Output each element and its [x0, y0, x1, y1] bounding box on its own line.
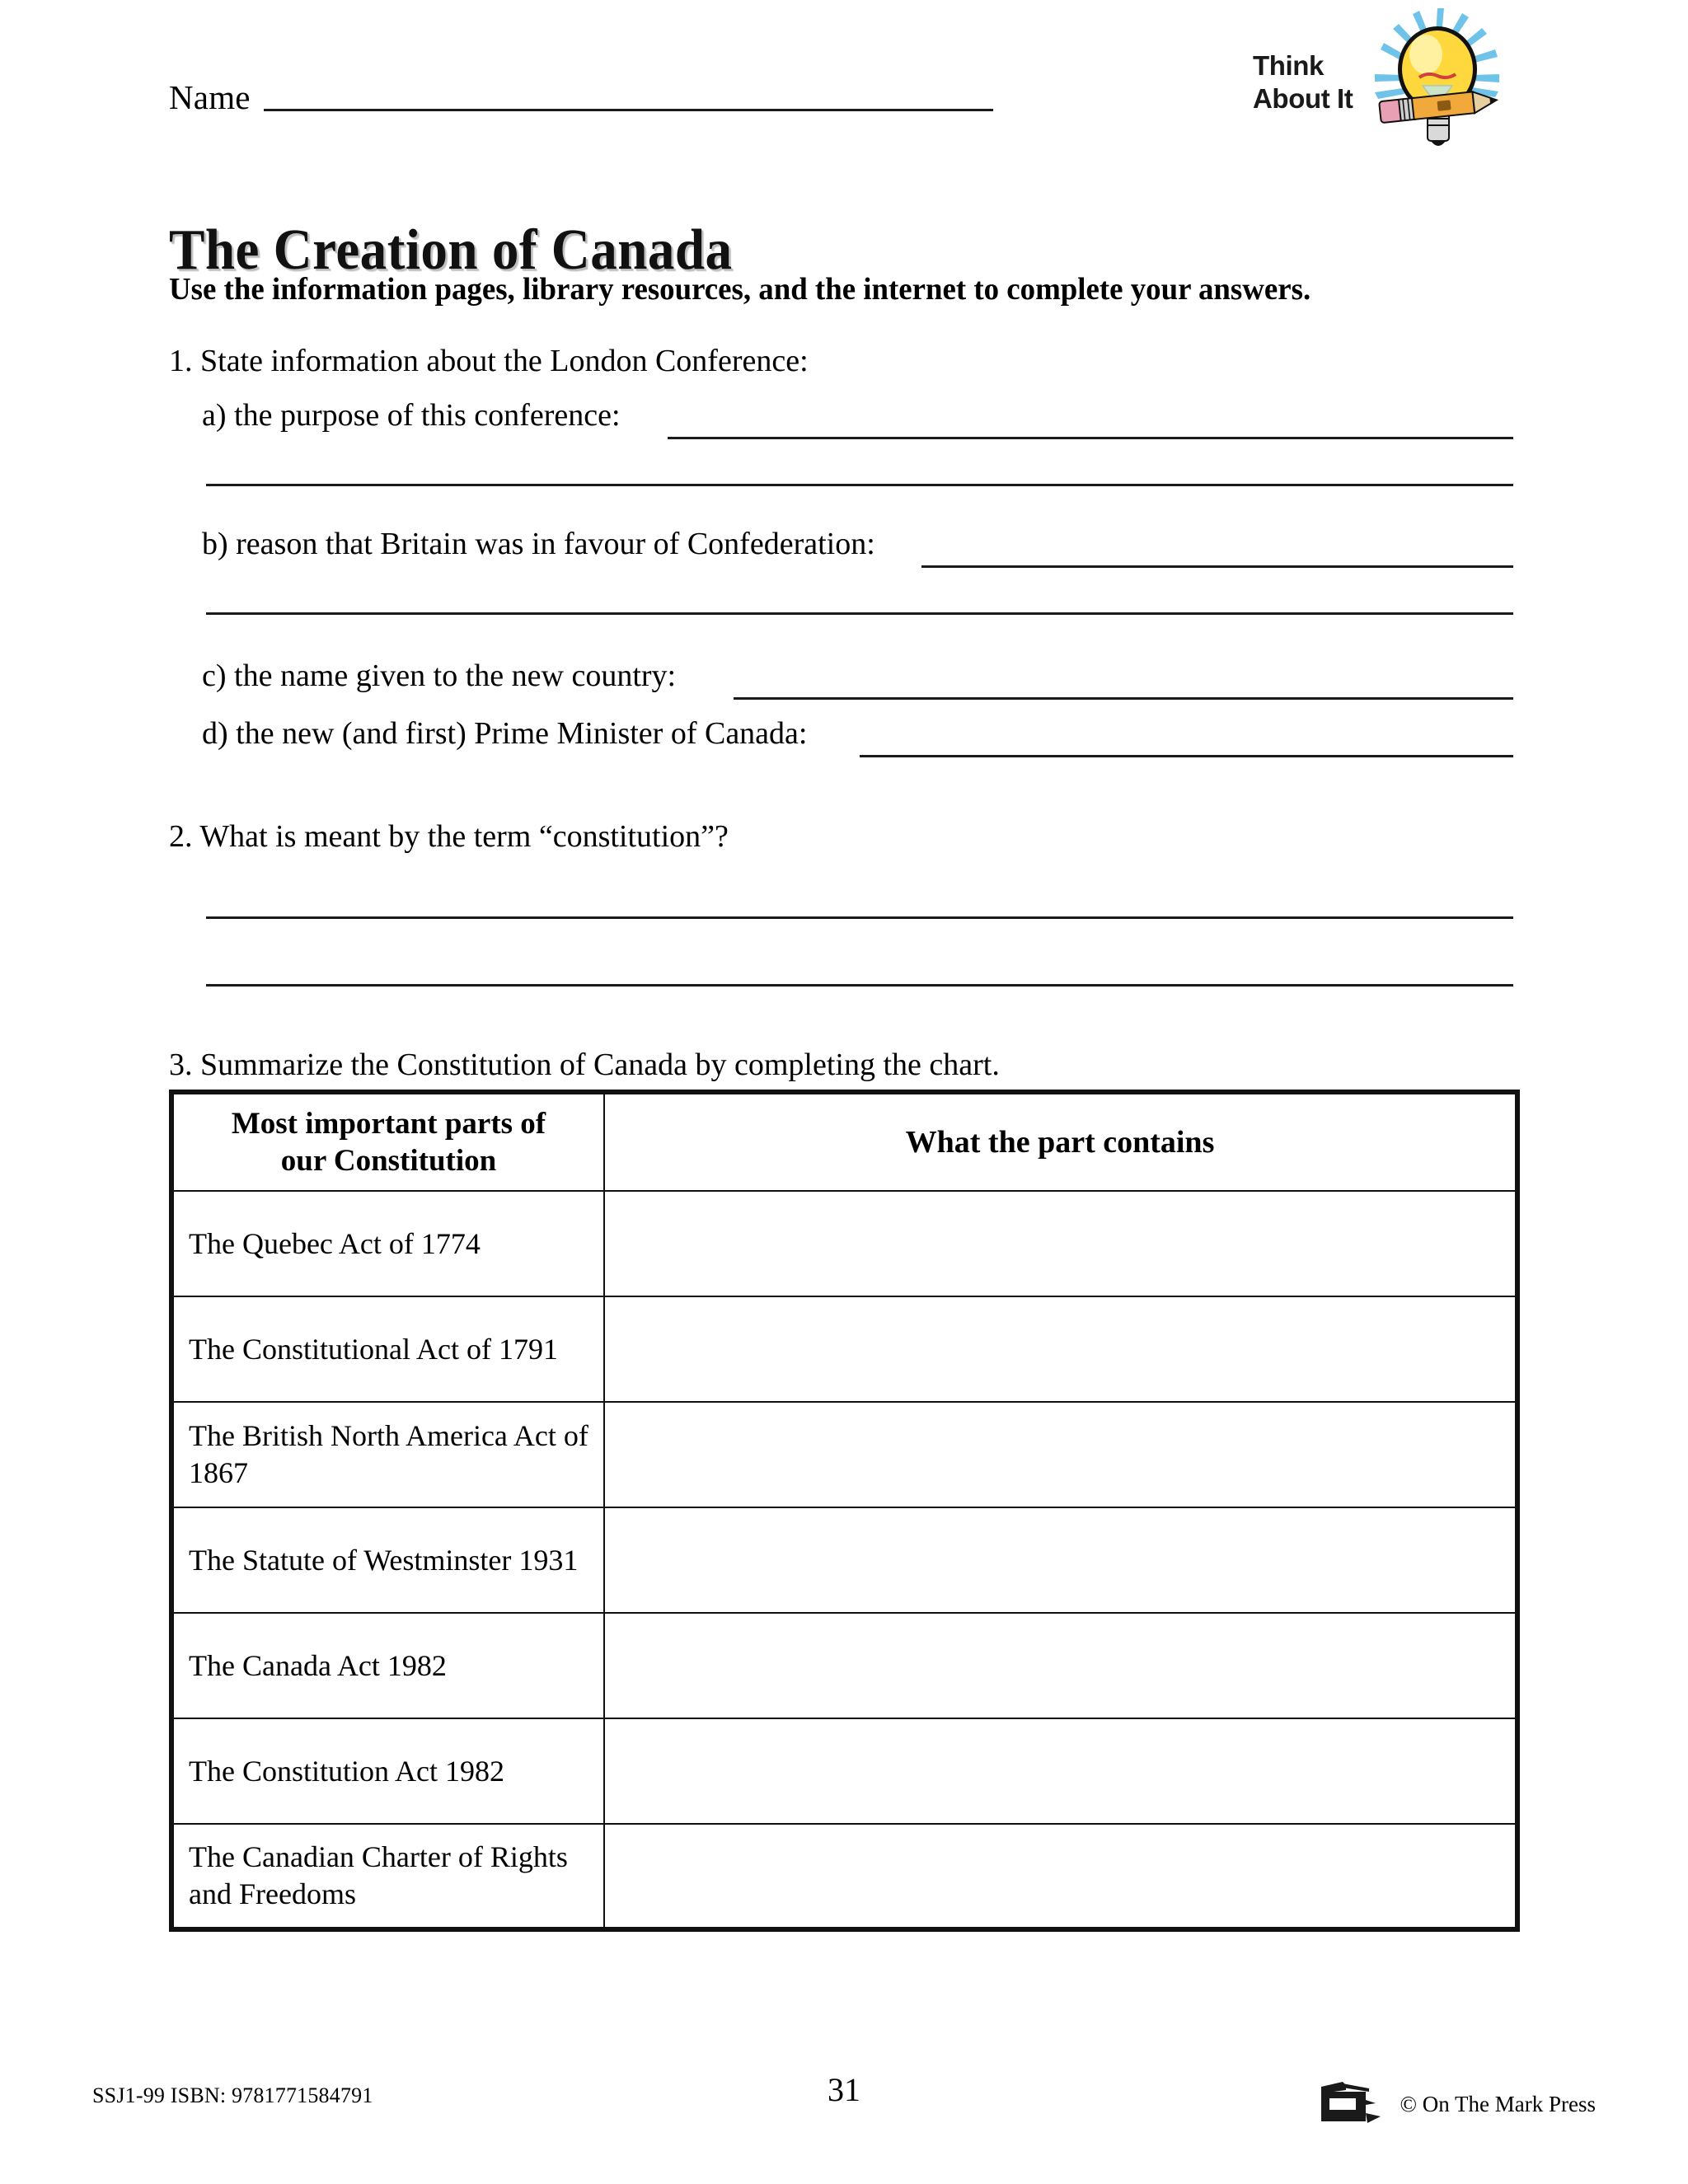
question-1b-answer-line-1[interactable]: [921, 565, 1513, 568]
question-1d-answer-line[interactable]: [860, 755, 1513, 757]
column-header-parts: [171, 1092, 604, 1191]
row-answer-cell[interactable]: [604, 1824, 1517, 1929]
lightbulb-pencil-icon: [1358, 7, 1508, 163]
question-1b-label: b) reason that Britain was in favour of Confederation:: [202, 527, 875, 561]
constitution-table: [169, 1090, 1520, 1932]
question-1b-answer-line-2[interactable]: [206, 612, 1513, 615]
table-row: [171, 1191, 1517, 1296]
row-answer-cell[interactable]: [604, 1191, 1517, 1296]
table-row: [171, 1613, 1517, 1718]
question-1c-label: c) the name given to the new country:: [202, 658, 677, 693]
question-1a-label: a) the purpose of this conference:: [202, 398, 621, 433]
question-2-answer-line-2[interactable]: [206, 984, 1513, 987]
row-part-label: The Quebec Act of 1774: [171, 1191, 604, 1296]
name-field-row: [169, 78, 993, 116]
think-about-it-logo: [1253, 7, 1508, 163]
row-part-label: The Constitution Act 1982: [171, 1718, 604, 1824]
footer-code-isbn: SSJ1-99 ISBN: 9781771584791: [92, 2083, 373, 2107]
page-number: 31: [828, 2071, 860, 2108]
row-answer-cell[interactable]: [604, 1613, 1517, 1718]
logo-text-line1: Think: [1253, 50, 1324, 81]
table-row: [171, 1507, 1517, 1613]
table-row: [171, 1718, 1517, 1824]
column-header-contains: What the part contains: [604, 1092, 1517, 1191]
row-part-label: The British North America Act of 1867: [171, 1402, 604, 1507]
row-answer-cell[interactable]: [604, 1296, 1517, 1402]
question-1a-answer-line-1[interactable]: [668, 437, 1513, 439]
name-label: Name: [169, 78, 251, 116]
question-2-answer-line-1[interactable]: [206, 916, 1513, 919]
table-row: [171, 1824, 1517, 1929]
row-answer-cell[interactable]: [604, 1718, 1517, 1824]
row-part-label: The Statute of Westminster 1931: [171, 1507, 604, 1613]
table-row: [171, 1402, 1517, 1507]
question-1-text: 1. State information about the London Conference:: [169, 344, 809, 378]
question-2-text: 2. What is meant by the term “constitution”?: [169, 819, 729, 854]
row-answer-cell[interactable]: [604, 1402, 1517, 1507]
question-1a-answer-line-2[interactable]: [206, 484, 1513, 486]
question-1c-answer-line[interactable]: [734, 697, 1513, 700]
table-header-row: [171, 1092, 1517, 1191]
question-3-text: 3. Summarize the Constitution of Canada by completing the chart.: [169, 1047, 1000, 1082]
row-part-label: The Constitutional Act of 1791: [171, 1296, 604, 1402]
logo-text-line2: About It: [1253, 83, 1353, 115]
row-answer-cell[interactable]: [604, 1507, 1517, 1613]
copyright-text: © On The Mark Press: [1400, 2091, 1596, 2116]
constitution-chart: [169, 1090, 1515, 1932]
question-1d-label: d) the new (and first) Prime Minister of Canada:: [202, 716, 808, 751]
page-title: The Creation of Canada: [169, 218, 733, 282]
open-book-mark-icon: [1318, 2079, 1389, 2130]
instruction-text: Use the information pages, library resources, and the internet to complete your answers.: [169, 272, 1311, 307]
name-input-line[interactable]: [264, 105, 993, 111]
row-part-label: The Canada Act 1982: [171, 1613, 604, 1718]
footer-publisher: [1318, 2079, 1597, 2130]
table-row: [171, 1296, 1517, 1402]
column-header-parts-line2: our Constitution: [280, 1144, 497, 1178]
row-part-label: The Canadian Charter of Rights and Freedoms: [171, 1824, 604, 1929]
column-header-parts-line1: Most important parts of: [231, 1106, 546, 1141]
